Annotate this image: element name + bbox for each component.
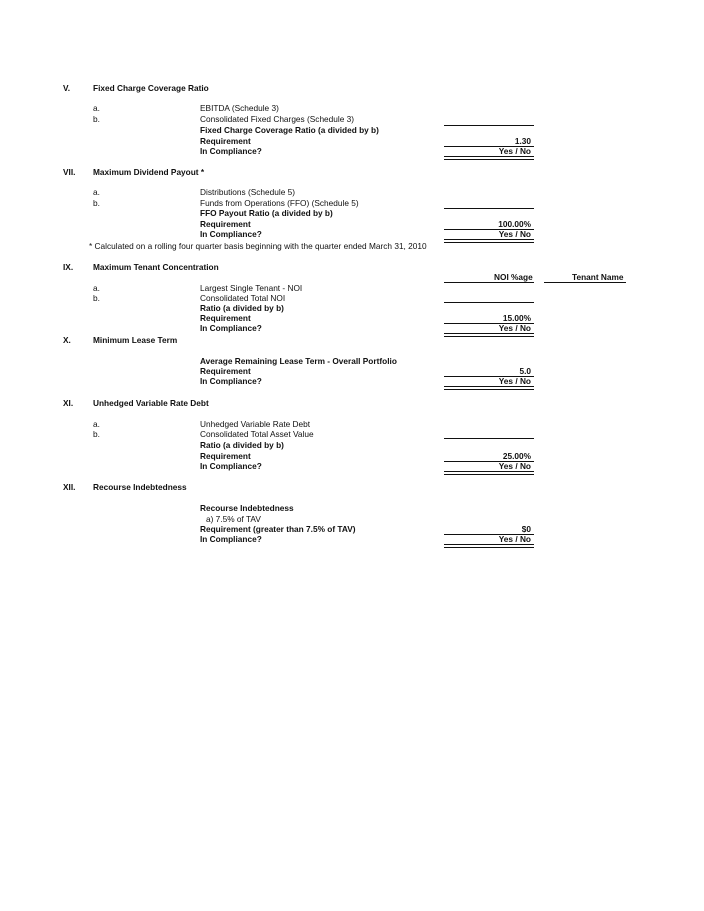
section-number: X. (63, 335, 71, 345)
compliance-label: In Compliance? (200, 376, 262, 386)
compliance-label: In Compliance? (200, 534, 262, 544)
item-letter: b. (93, 114, 100, 124)
column-header-underline (444, 282, 534, 283)
requirement-value: 15.00% (502, 313, 531, 323)
compliance-label: In Compliance? (200, 461, 262, 471)
requirement-label: Requirement (200, 451, 251, 461)
ratio-value-line (444, 302, 534, 303)
requirement-label: Requirement (200, 313, 251, 323)
compliance-label: In Compliance? (200, 229, 262, 239)
column-header-noi: NOI %age (494, 272, 533, 282)
item-letter: b. (93, 429, 100, 439)
item-label: Distributions (Schedule 5) (200, 187, 295, 197)
item-label: Consolidated Total NOI (200, 293, 286, 303)
compliance-label: In Compliance? (200, 146, 262, 156)
column-header-underline (544, 282, 626, 283)
section-title: Unhedged Variable Rate Debt (93, 398, 209, 408)
compliance-double-underline (444, 386, 534, 390)
compliance-double-underline (444, 544, 534, 548)
ratio-label: Ratio (a divided by b) (200, 440, 284, 450)
ratio-value-line (444, 125, 534, 126)
section-title: Maximum Tenant Concentration (93, 262, 219, 272)
item-label: Unhedged Variable Rate Debt (200, 419, 311, 429)
requirement-value: 1.30 (514, 136, 531, 146)
item-letter: b. (93, 293, 100, 303)
requirement-label: Requirement (greater than 7.5% of TAV) (200, 524, 356, 534)
ratio-value-line (444, 208, 534, 209)
item-letter: a. (93, 283, 100, 293)
average-lease-term-label: Average Remaining Lease Term - Overall Portfolio (200, 356, 397, 366)
compliance-double-underline (444, 333, 534, 337)
compliance-double-underline (444, 471, 534, 475)
section-title: Maximum Dividend Payout * (93, 167, 205, 177)
compliance-value: Yes / No (498, 534, 531, 544)
section-title: Recourse Indebtedness (93, 482, 187, 492)
ratio-label: FFO Payout Ratio (a divided by b) (200, 208, 333, 218)
section-number: IX. (63, 262, 74, 272)
requirement-value: 100.00% (498, 219, 531, 229)
ratio-value-line (444, 438, 534, 439)
item-letter: a. (93, 419, 100, 429)
requirement-value: 5.0 (519, 366, 531, 376)
section-title: Fixed Charge Coverage Ratio (93, 83, 209, 93)
compliance-double-underline (444, 239, 534, 243)
ratio-label: Ratio (a divided by b) (200, 303, 284, 313)
section-title: Minimum Lease Term (93, 335, 178, 345)
requirement-label: Requirement (200, 366, 251, 376)
section-number: VII. (63, 167, 76, 177)
requirement-value: 25.00% (502, 451, 531, 461)
item-label: Funds from Operations (FFO) (Schedule 5) (200, 198, 359, 208)
item-label: Largest Single Tenant - NOI (200, 283, 303, 293)
footnote: * Calculated on a rolling four quarter basis beginning with the quarter ended March 31, 2010 (89, 241, 427, 251)
compliance-value: Yes / No (498, 461, 531, 471)
recourse-subtitle: Recourse Indebtedness (200, 503, 294, 513)
item-label: Consolidated Total Asset Value (200, 429, 314, 439)
requirement-value: $0 (521, 524, 531, 534)
compliance-value: Yes / No (498, 146, 531, 156)
requirement-label: Requirement (200, 219, 251, 229)
compliance-value: Yes / No (498, 376, 531, 386)
section-number: XI. (63, 398, 74, 408)
compliance-double-underline (444, 156, 534, 160)
item-letter: b. (93, 198, 100, 208)
item-letter: a. (93, 103, 100, 113)
ratio-label: Fixed Charge Coverage Ratio (a divided by b) (200, 125, 379, 135)
section-number: XII. (63, 482, 76, 492)
item-label: EBITDA (Schedule 3) (200, 103, 279, 113)
compliance-value: Yes / No (498, 229, 531, 239)
requirement-label: Requirement (200, 136, 251, 146)
item-letter: a. (93, 187, 100, 197)
compliance-label: In Compliance? (200, 323, 262, 333)
recourse-sub-item: a) 7.5% of TAV (206, 514, 261, 524)
compliance-value: Yes / No (498, 323, 531, 333)
column-header-tenant: Tenant Name (572, 272, 624, 282)
section-number: V. (63, 83, 71, 93)
item-label: Consolidated Fixed Charges (Schedule 3) (200, 114, 355, 124)
